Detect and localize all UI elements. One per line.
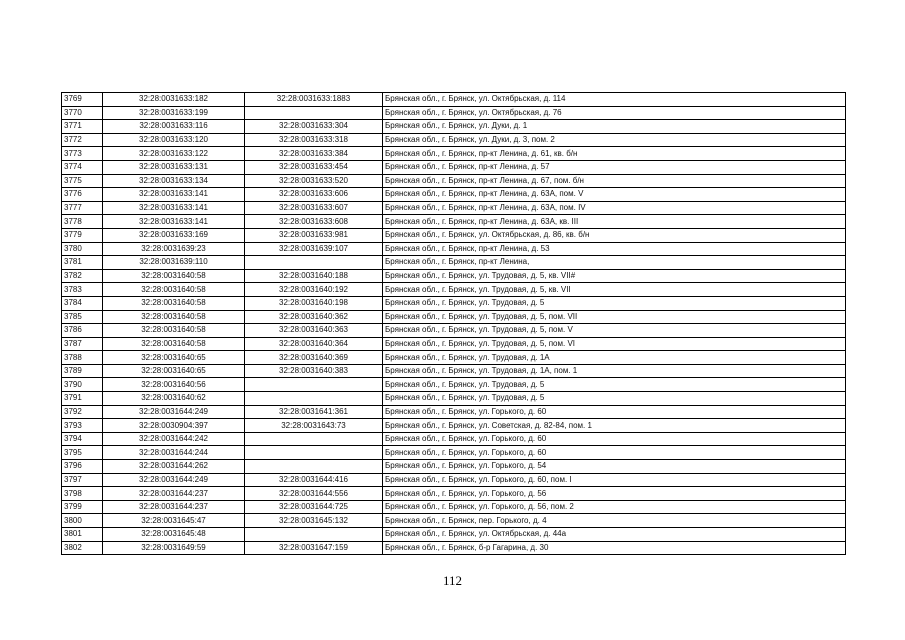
address-cell: Брянская обл., г. Брянск, ул. Дуки, д. 3, пом. 2 (383, 133, 846, 147)
cadastral-number-cell: 32:28:0031645:48 (103, 528, 245, 542)
table-row (62, 174, 846, 188)
cadastral-number-cell: 32:28:0031633:141 (103, 188, 245, 202)
address-cell: Брянская обл., г. Брянск, ул. Горького, д. 60 (383, 405, 846, 419)
cadastral-number-cell: 32:28:0031633:131 (103, 160, 245, 174)
cadastral-number-cell: 32:28:0031639:110 (103, 256, 245, 270)
row-number-cell: 3797 (62, 473, 103, 487)
linked-cadastral-number-cell (245, 432, 383, 446)
row-number-cell: 3788 (62, 351, 103, 365)
linked-cadastral-number-cell: 32:28:0031633:318 (245, 133, 383, 147)
cadastral-number-cell: 32:28:0031640:56 (103, 378, 245, 392)
cadastral-number-cell: 32:28:0031633:141 (103, 215, 245, 229)
row-number-cell: 3775 (62, 174, 103, 188)
linked-cadastral-number-cell: 32:28:0031633:384 (245, 147, 383, 161)
table-row (62, 337, 846, 351)
linked-cadastral-number-cell: 32:28:0031641:361 (245, 405, 383, 419)
row-number-cell: 3802 (62, 541, 103, 555)
cadastral-number-cell: 32:28:0031640:58 (103, 269, 245, 283)
cadastral-number-cell: 32:28:0031633:134 (103, 174, 245, 188)
address-cell: Брянская обл., г. Брянск, ул. Советская, д. 82-84, пом. 1 (383, 419, 846, 433)
linked-cadastral-number-cell: 32:28:0031639:107 (245, 242, 383, 256)
row-number-cell: 3787 (62, 337, 103, 351)
table-row (62, 106, 846, 120)
address-cell: Брянская обл., г. Брянск, ул. Трудовая, д. 5, кв. VII (383, 283, 846, 297)
table-row (62, 120, 846, 134)
row-number-cell: 3785 (62, 310, 103, 324)
linked-cadastral-number-cell: 32:28:0031640:363 (245, 324, 383, 338)
address-cell: Брянская обл., г. Брянск, ул. Октябрьская, д. 86, кв. б/н (383, 228, 846, 242)
row-number-cell: 3790 (62, 378, 103, 392)
address-cell: Брянская обл., г. Брянск, ул. Трудовая, д. 5 (383, 378, 846, 392)
cadastral-number-cell: 32:28:0031640:58 (103, 296, 245, 310)
row-number-cell: 3791 (62, 392, 103, 406)
linked-cadastral-number-cell: 32:28:0031645:132 (245, 514, 383, 528)
cadastral-number-cell: 32:28:0031649:59 (103, 541, 245, 555)
table-row (62, 460, 846, 474)
table-row (62, 228, 846, 242)
linked-cadastral-number-cell: 32:28:0031633:981 (245, 228, 383, 242)
row-number-cell: 3772 (62, 133, 103, 147)
table-row (62, 405, 846, 419)
address-cell: Брянская обл., г. Брянск, ул. Октябрьская, д. 44а (383, 528, 846, 542)
row-number-cell: 3780 (62, 242, 103, 256)
cadastral-number-cell: 32:28:0031644:237 (103, 500, 245, 514)
row-number-cell: 3793 (62, 419, 103, 433)
address-cell: Брянская обл., г. Брянск, пр-кт Ленина, д. 61, кв. б/н (383, 147, 846, 161)
table-row (62, 283, 846, 297)
table-row (62, 500, 846, 514)
row-number-cell: 3798 (62, 487, 103, 501)
cadastral-number-cell: 32:28:0030904:397 (103, 419, 245, 433)
linked-cadastral-number-cell: 32:28:0031644:725 (245, 500, 383, 514)
address-cell: Брянская обл., г. Брянск, б-р Гагарина, д. 30 (383, 541, 846, 555)
linked-cadastral-number-cell (245, 446, 383, 460)
address-cell: Брянская обл., г. Брянск, ул. Горького, д. 56 (383, 487, 846, 501)
row-number-cell: 3778 (62, 215, 103, 229)
row-number-cell: 3779 (62, 228, 103, 242)
table-row (62, 269, 846, 283)
address-cell: Брянская обл., г. Брянск, пр-кт Ленина, (383, 256, 846, 270)
address-cell: Брянская обл., г. Брянск, пер. Горького, д. 4 (383, 514, 846, 528)
address-cell: Брянская обл., г. Брянск, ул. Трудовая, д. 5, кв. VII# (383, 269, 846, 283)
linked-cadastral-number-cell: 32:28:0031643:73 (245, 419, 383, 433)
cadastral-number-cell: 32:28:0031633:120 (103, 133, 245, 147)
cadastral-number-cell: 32:28:0031633:182 (103, 93, 245, 107)
address-cell: Брянская обл., г. Брянск, пр-кт Ленина, д. 67, пом. б/н (383, 174, 846, 188)
linked-cadastral-number-cell: 32:28:0031640:369 (245, 351, 383, 365)
cadastral-number-cell: 32:28:0031645:47 (103, 514, 245, 528)
row-number-cell: 3769 (62, 93, 103, 107)
table-row (62, 242, 846, 256)
table-row (62, 188, 846, 202)
cadastral-number-cell: 32:28:0031640:65 (103, 364, 245, 378)
table-row (62, 473, 846, 487)
page-number: 112 (442, 573, 463, 588)
linked-cadastral-number-cell: 32:28:0031640:362 (245, 310, 383, 324)
row-number-cell: 3801 (62, 528, 103, 542)
address-cell: Брянская обл., г. Брянск, пр-кт Ленина, д. 63А, пом. V (383, 188, 846, 202)
row-number-cell: 3794 (62, 432, 103, 446)
table-row (62, 93, 846, 107)
linked-cadastral-number-cell: 32:28:0031633:608 (245, 215, 383, 229)
table-row (62, 392, 846, 406)
cadastral-number-cell: 32:28:0031640:65 (103, 351, 245, 365)
linked-cadastral-number-cell: 32:28:0031640:192 (245, 283, 383, 297)
row-number-cell: 3777 (62, 201, 103, 215)
row-number-cell: 3800 (62, 514, 103, 528)
address-cell: Брянская обл., г. Брянск, ул. Горького, д. 60 (383, 432, 846, 446)
address-cell: Брянская обл., г. Брянск, ул. Дуки, д. 1 (383, 120, 846, 134)
cadastral-number-cell: 32:28:0031633:122 (103, 147, 245, 161)
table-row (62, 324, 846, 338)
cadastral-number-cell: 32:28:0031640:62 (103, 392, 245, 406)
row-number-cell: 3783 (62, 283, 103, 297)
cadastral-number-cell: 32:28:0031640:58 (103, 310, 245, 324)
table-row (62, 256, 846, 270)
cadastral-number-cell: 32:28:0031644:237 (103, 487, 245, 501)
linked-cadastral-number-cell (245, 256, 383, 270)
address-cell: Брянская обл., г. Брянск, ул. Октябрьская, д. 76 (383, 106, 846, 120)
row-number-cell: 3784 (62, 296, 103, 310)
address-cell: Брянская обл., г. Брянск, ул. Горького, д. 60, пом. I (383, 473, 846, 487)
linked-cadastral-number-cell: 32:28:0031647:159 (245, 541, 383, 555)
address-cell: Брянская обл., г. Брянск, пр-кт Ленина, д. 63А, пом. IV (383, 201, 846, 215)
linked-cadastral-number-cell (245, 392, 383, 406)
table-row (62, 147, 846, 161)
address-cell: Брянская обл., г. Брянск, ул. Горького, д. 54 (383, 460, 846, 474)
cadastral-number-cell: 32:28:0031644:262 (103, 460, 245, 474)
cadastral-number-cell: 32:28:0031644:249 (103, 473, 245, 487)
table-row (62, 351, 846, 365)
table-row (62, 364, 846, 378)
row-number-cell: 3796 (62, 460, 103, 474)
table-row (62, 419, 846, 433)
address-cell: Брянская обл., г. Брянск, ул. Трудовая, д. 1А, пом. 1 (383, 364, 846, 378)
address-cell: Брянская обл., г. Брянск, ул. Трудовая, д. 5, пом. VI (383, 337, 846, 351)
table-row (62, 487, 846, 501)
row-number-cell: 3770 (62, 106, 103, 120)
cadastral-number-cell: 32:28:0031644:242 (103, 432, 245, 446)
address-cell: Брянская обл., г. Брянск, ул. Горького, д. 56, пом. 2 (383, 500, 846, 514)
address-cell: Брянская обл., г. Брянск, ул. Трудовая, д. 5, пом. V (383, 324, 846, 338)
linked-cadastral-number-cell: 32:28:0031644:416 (245, 473, 383, 487)
linked-cadastral-number-cell: 32:28:0031633:520 (245, 174, 383, 188)
address-cell: Брянская обл., г. Брянск, пр-кт Ленина, д. 57 (383, 160, 846, 174)
linked-cadastral-number-cell (245, 106, 383, 120)
table-row (62, 310, 846, 324)
row-number-cell: 3795 (62, 446, 103, 460)
linked-cadastral-number-cell (245, 460, 383, 474)
address-cell: Брянская обл., г. Брянск, ул. Трудовая, д. 5 (383, 296, 846, 310)
table-row (62, 528, 846, 542)
cadastral-number-cell: 32:28:0031633:169 (103, 228, 245, 242)
cadastral-number-cell: 32:28:0031640:58 (103, 337, 245, 351)
linked-cadastral-number-cell (245, 528, 383, 542)
address-cell: Брянская обл., г. Брянск, ул. Горького, д. 60 (383, 446, 846, 460)
linked-cadastral-number-cell: 32:28:0031644:556 (245, 487, 383, 501)
linked-cadastral-number-cell: 32:28:0031633:607 (245, 201, 383, 215)
cadastral-number-cell: 32:28:0031644:244 (103, 446, 245, 460)
table-row (62, 378, 846, 392)
cadastral-number-cell: 32:28:0031633:199 (103, 106, 245, 120)
row-number-cell: 3773 (62, 147, 103, 161)
row-number-cell: 3776 (62, 188, 103, 202)
table-row (62, 160, 846, 174)
row-number-cell: 3792 (62, 405, 103, 419)
table-row (62, 215, 846, 229)
linked-cadastral-number-cell: 32:28:0031640:383 (245, 364, 383, 378)
table-row (62, 201, 846, 215)
linked-cadastral-number-cell: 32:28:0031640:364 (245, 337, 383, 351)
table-row (62, 432, 846, 446)
linked-cadastral-number-cell: 32:28:0031640:198 (245, 296, 383, 310)
linked-cadastral-number-cell: 32:28:0031640:188 (245, 269, 383, 283)
linked-cadastral-number-cell: 32:28:0031633:1883 (245, 93, 383, 107)
address-cell: Брянская обл., г. Брянск, пр-кт Ленина, д. 53 (383, 242, 846, 256)
cadastral-number-cell: 32:28:0031640:58 (103, 324, 245, 338)
address-cell: Брянская обл., г. Брянск, ул. Октябрьская, д. 114 (383, 93, 846, 107)
cadastral-number-cell: 32:28:0031633:141 (103, 201, 245, 215)
row-number-cell: 3774 (62, 160, 103, 174)
row-number-cell: 3799 (62, 500, 103, 514)
row-number-cell: 3786 (62, 324, 103, 338)
address-cell: Брянская обл., г. Брянск, ул. Трудовая, д. 1А (383, 351, 846, 365)
table-row (62, 446, 846, 460)
linked-cadastral-number-cell: 32:28:0031633:454 (245, 160, 383, 174)
linked-cadastral-number-cell: 32:28:0031633:606 (245, 188, 383, 202)
table-row (62, 133, 846, 147)
cadastral-number-cell: 32:28:0031633:116 (103, 120, 245, 134)
table-row (62, 541, 846, 555)
cadastral-number-cell: 32:28:0031639:23 (103, 242, 245, 256)
address-cell: Брянская обл., г. Брянск, ул. Трудовая, д. 5, пом. VII (383, 310, 846, 324)
registry-table-body (62, 93, 846, 555)
linked-cadastral-number-cell (245, 378, 383, 392)
cadastral-number-cell: 32:28:0031644:249 (103, 405, 245, 419)
table-row (62, 296, 846, 310)
row-number-cell: 3771 (62, 120, 103, 134)
linked-cadastral-number-cell: 32:28:0031633:304 (245, 120, 383, 134)
address-cell: Брянская обл., г. Брянск, ул. Трудовая, д. 5 (383, 392, 846, 406)
table-row (62, 514, 846, 528)
row-number-cell: 3781 (62, 256, 103, 270)
row-number-cell: 3789 (62, 364, 103, 378)
address-cell: Брянская обл., г. Брянск, пр-кт Ленина, д. 63А, кв. III (383, 215, 846, 229)
row-number-cell: 3782 (62, 269, 103, 283)
cadastral-number-cell: 32:28:0031640:58 (103, 283, 245, 297)
property-registry-table (61, 92, 846, 555)
